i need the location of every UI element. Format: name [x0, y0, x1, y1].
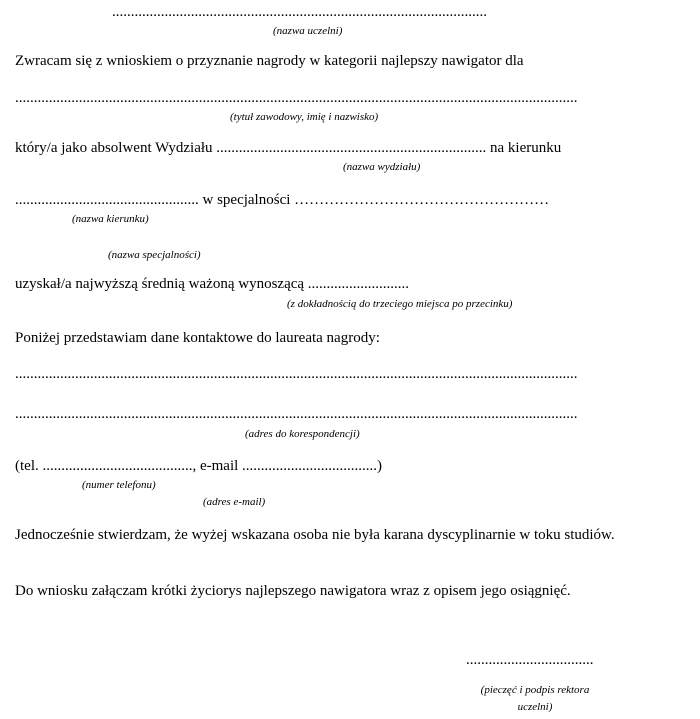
average-line: uzyskał/a najwyższą średnią ważoną wynoszącą ........................... [15, 276, 410, 292]
signature-caption-line2: uczelni) [517, 701, 553, 713]
phone-caption: (numer telefonu) [82, 479, 156, 491]
statement-paragraph: Jednocześnie stwierdzam, że wyżej wskazana osoba nie była karana dyscyplinarnie w toku studiów. [15, 527, 615, 543]
faculty-line: który/a jako absolwent Wydziału ........................................................................ na kierunku [15, 140, 562, 156]
precision-caption: (z dokładnością do trzeciego miejsca po przecinku) [287, 298, 513, 310]
signature-caption-line1: (pieczęć i podpis rektora [480, 684, 590, 696]
email-caption: (adres e-mail) [203, 496, 266, 508]
request-text: Zwracam się z wnioskiem o przyznanie nagrody w kategorii najlepszy nawigator dla [15, 53, 524, 69]
attachment-paragraph: Do wniosku załączam krótki życiorys najlepszego nawigatora wraz z opisem jego osiągnięć. [15, 583, 571, 599]
laureate-name-field: ...................................................................................................................................................... [15, 90, 578, 106]
faculty-caption: (nazwa wydziału) [343, 161, 421, 173]
address-caption: (adres do korespondencji) [245, 428, 360, 440]
address-field-1: ...................................................................................................................................................... [15, 366, 578, 382]
phone-email-line: (tel. ........................................, e-mail ....................................) [15, 458, 383, 474]
field-caption: (nazwa kierunku) [72, 213, 149, 225]
field-specialty-line: ................................................. w specjalności …………………………………………… [15, 192, 550, 208]
laureate-name-caption: (tytuł zawodowy, imię i nazwisko) [230, 111, 379, 123]
address-field-2: ...................................................................................................................................................... [15, 406, 578, 422]
university-name-field: .................................................................................................... [112, 4, 487, 20]
contact-intro: Poniżej przedstawiam dane kontaktowe do laureata nagrody: [15, 330, 380, 346]
specialty-caption: (nazwa specjalności) [108, 249, 201, 261]
university-name-caption: (nazwa uczelni) [273, 25, 343, 37]
signature-field: .................................. [466, 652, 594, 668]
